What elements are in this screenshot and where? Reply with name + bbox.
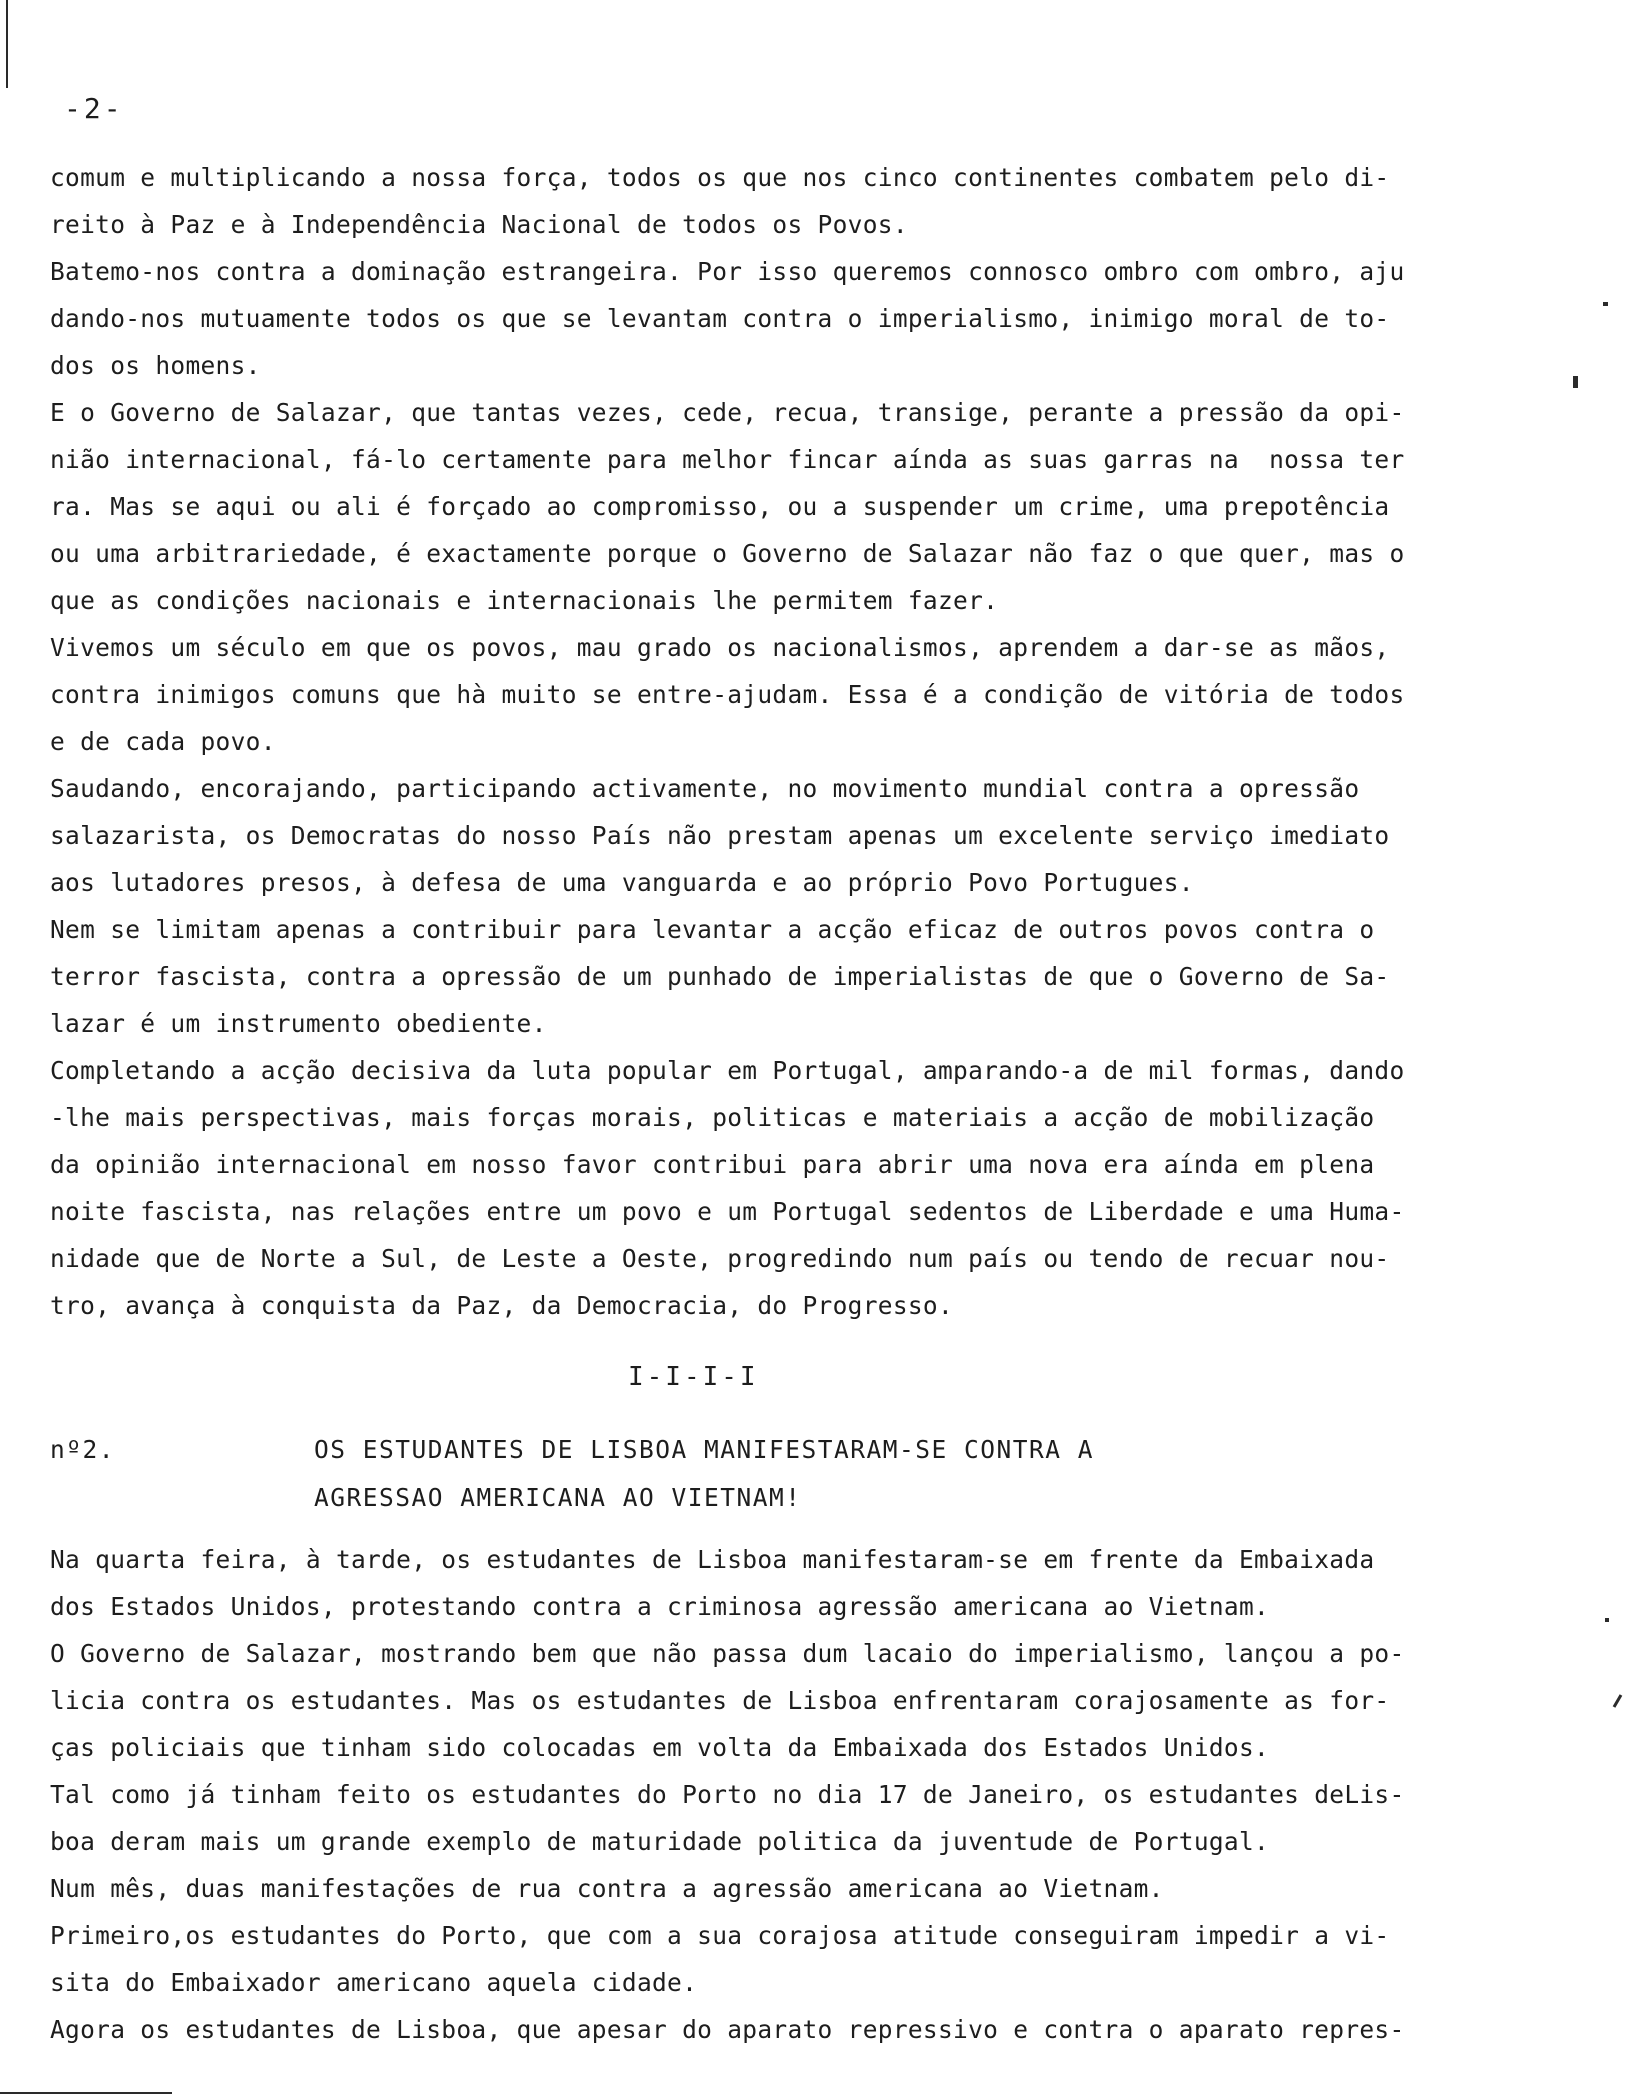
page-number: -2- [64,92,124,125]
margin-mark [1613,1694,1623,1708]
text-line: O Governo de Salazar, mostrando bem que não passa dum lacaio do imperialismo, lançou a po- [50,1639,1405,1668]
text-line: Agora os estudantes de Lisboa, que apesar do aparato repressivo e contra o aparato repres- [50,2015,1405,2044]
text-line: contra inimigos comuns que hà muito se entre-ajudam. Essa é a condição de vitória de todos [50,680,1405,709]
text-line: salazarista, os Democratas do nosso País não prestam apenas um excelente serviço imediato [50,821,1390,850]
text-line: terror fascista, contra a opressão de um punhado de imperialistas de que o Governo de Sa- [50,962,1390,991]
text-line: dos Estados Unidos, protestando contra a criminosa agressão americana ao Vietnam. [50,1592,1270,1621]
text-line: Batemo-nos contra a dominação estrangeira. Por isso queremos connosco ombro com ombro, aju [50,257,1405,286]
body-text-section-1 [50,154,1490,1329]
bottom-edge-rule [0,2092,172,2094]
text-line: Completando a acção decisiva da luta popular em Portugal, amparando-a de mil formas, dando [50,1056,1405,1085]
text-line: dos os homens. [50,351,261,380]
text-line: dando-nos mutuamente todos os que se levantam contra o imperialismo, inimigo moral de to- [50,304,1390,333]
margin-mark [1605,1618,1609,1622]
text-line: ou uma arbitrariedade, é exactamente porque o Governo de Salazar não faz o que quer, mas o [50,539,1405,568]
text-line: licia contra os estudantes. Mas os estudantes de Lisboa enfrentaram corajosamente as for- [50,1686,1390,1715]
article-title-line-2: AGRESSAO AMERICANA AO VIETNAM! [314,1483,802,1512]
text-line: boa deram mais um grande exemplo de maturidade politica da juventude de Portugal. [50,1827,1270,1856]
text-line: -lhe mais perspectivas, mais forças morais, politicas e materiais a acção de mobilização [50,1103,1375,1132]
text-line: Primeiro,os estudantes do Porto, que com a sua corajosa atitude conseguiram impedir a vi- [50,1921,1390,1950]
article-number: nº2. [50,1435,116,1464]
text-line: E o Governo de Salazar, que tantas vezes, cede, recua, transige, perante a pressão da opi- [50,398,1405,427]
text-line: comum e multiplicando a nossa força, todos os que nos cinco continentes combatem pelo di- [50,163,1390,192]
text-line: nião internacional, fá-lo certamente para melhor fincar aínda as suas garras na nossa ter [50,445,1405,474]
text-line: tro, avança à conquista da Paz, da Democracia, do Progresso. [50,1291,954,1320]
text-line: Tal como já tinham feito os estudantes do Porto no dia 17 de Janeiro, os estudantes deLis- [50,1780,1405,1809]
margin-mark [1573,376,1578,388]
section-separator: I-I-I-I [628,1362,759,1392]
text-line: Vivemos um século em que os povos, mau grado os nacionalismos, aprendem a dar-se as mãos, [50,633,1390,662]
text-line: nidade que de Norte a Sul, de Leste a Oeste, progredindo num país ou tendo de recuar nou- [50,1244,1390,1273]
text-line: sita do Embaixador americano aquela cidade. [50,1968,698,1997]
text-line: Saudando, encorajando, participando activamente, no movimento mundial contra a opressão [50,774,1360,803]
text-line: ças policiais que tinham sido colocadas em volta da Embaixada dos Estados Unidos. [50,1733,1270,1762]
margin-mark [1603,302,1608,306]
article-title-line-1: OS ESTUDANTES DE LISBOA MANIFESTARAM-SE CONTRA A [314,1435,1095,1464]
text-line: noite fascista, nas relações entre um povo e um Portugal sedentos de Liberdade e uma Huma- [50,1197,1405,1226]
left-edge-rule [6,0,8,88]
text-line: lazar é um instrumento obediente. [50,1009,547,1038]
text-line: reito à Paz e à Independência Nacional de todos os Povos. [50,210,908,239]
text-line: Nem se limitam apenas a contribuir para levantar a acção eficaz de outros povos contra o [50,915,1375,944]
body-text-section-2 [50,1536,1490,2053]
text-line: da opinião internacional em nosso favor contribui para abrir uma nova era aínda em plena [50,1150,1375,1179]
text-line: e de cada povo. [50,727,276,756]
text-line: ra. Mas se aqui ou ali é forçado ao compromisso, ou a suspender um crime, uma prepotência [50,492,1390,521]
text-line: que as condições nacionais e internacionais lhe permitem fazer. [50,586,999,615]
text-line: Na quarta feira, à tarde, os estudantes de Lisboa manifestaram-se em frente da Embaixada [50,1545,1375,1574]
text-line: aos lutadores presos, à defesa de uma vanguarda e ao próprio Povo Portugues. [50,868,1194,897]
text-line: Num mês, duas manifestações de rua contra a agressão americana ao Vietnam. [50,1874,1164,1903]
